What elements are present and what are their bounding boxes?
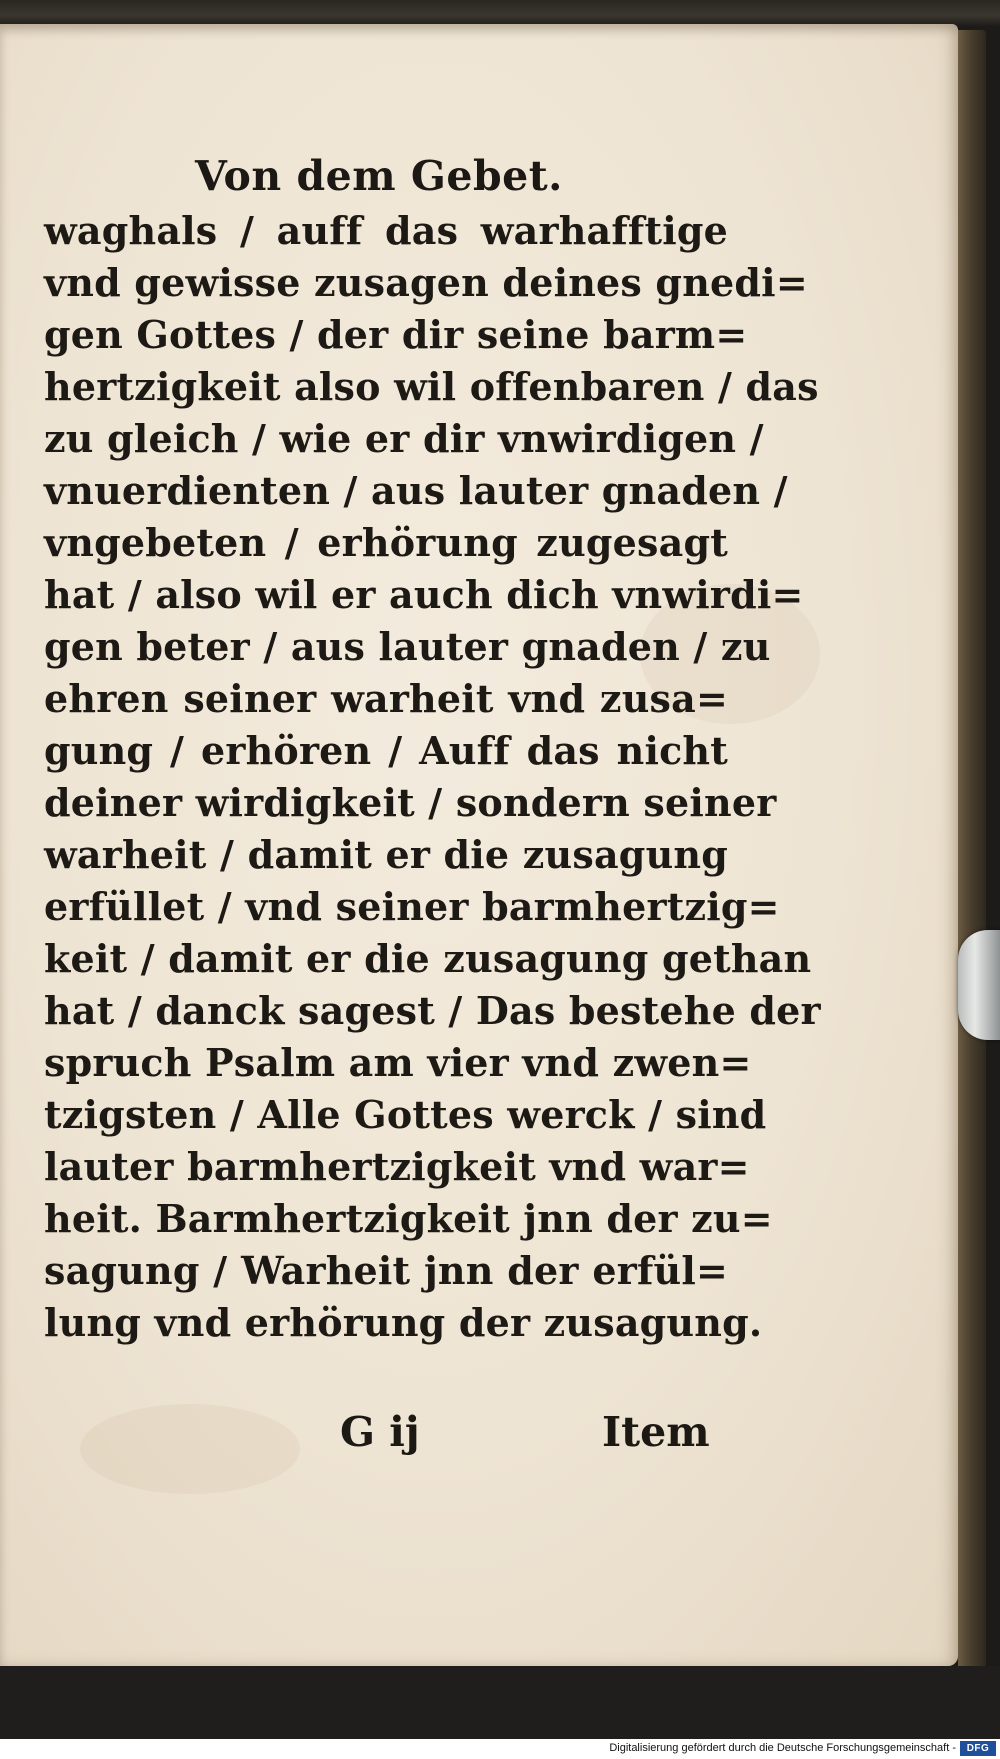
catchword: Item xyxy=(602,1408,710,1456)
credit-bar xyxy=(0,1739,1000,1759)
text-line: gen beter / aus lauter gnaden / zu xyxy=(44,624,771,669)
page-clip xyxy=(958,930,1000,1040)
text-line: spruch Psalm am vier vnd zwen= xyxy=(44,1040,752,1085)
text-line: gen Gottes / der dir seine barm= xyxy=(44,312,748,357)
text-line: heit. Barmhertzigkeit jnn der zu= xyxy=(44,1196,773,1241)
text-line: vngebeten / erhörung zugesagt xyxy=(44,520,728,565)
text-line: vnd gewisse zusagen deines gnedi= xyxy=(44,260,808,305)
text-line: gung / erhören / Auff das nicht xyxy=(44,728,728,773)
scan-top-edge xyxy=(0,0,1000,26)
dfg-logo: DFG xyxy=(960,1741,996,1756)
text-line: zu gleich / wie er dir vnwirdigen / xyxy=(44,416,764,461)
text-line: lauter barmhertzigkeit vnd war= xyxy=(44,1144,750,1189)
text-line: vnuerdienten / aus lauter gnaden / xyxy=(44,468,788,513)
text-line: hat / danck sagest / Das bestehe der xyxy=(44,988,821,1033)
book-page-edge xyxy=(958,30,986,1670)
text-line: ehren seiner warheit vnd zusa= xyxy=(44,676,728,721)
text-line: deiner wirdigkeit / sondern seiner xyxy=(44,780,777,825)
credit-text: Digitalisierung gefördert durch die Deutsche Forschungsgemeinschaft - xyxy=(609,1742,956,1754)
text-line: waghals / auff das warhafftige xyxy=(44,208,728,253)
text-line: sagung / Warheit jnn der erfül= xyxy=(44,1248,728,1293)
text-line: hat / also wil er auch dich vnwirdi= xyxy=(44,572,804,617)
running-head: Von dem Gebet. xyxy=(195,152,563,200)
paper-stain xyxy=(80,1404,300,1494)
signature-mark: G ij xyxy=(340,1408,420,1456)
text-line: lung vnd erhörung der zusagung. xyxy=(44,1300,763,1345)
text-line: warheit / damit er die zusagung xyxy=(44,832,728,877)
text-line: hertzigkeit also wil offenbaren / das xyxy=(44,364,819,409)
text-line: tzigsten / Alle Gottes werck / sind xyxy=(44,1092,767,1137)
text-line: erfüllet / vnd seiner barmhertzig= xyxy=(44,884,780,929)
scan-bottom-edge xyxy=(0,1666,1000,1739)
text-line: keit / damit er die zusagung gethan xyxy=(44,936,812,981)
